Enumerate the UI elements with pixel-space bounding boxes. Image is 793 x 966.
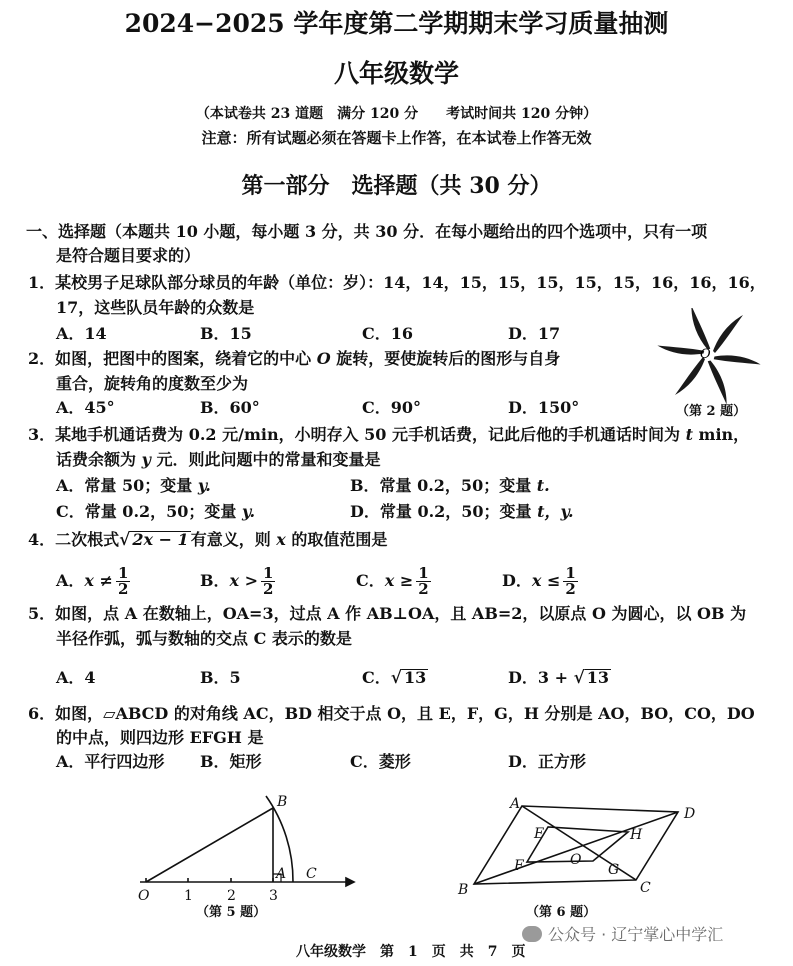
sqrt-sign: √: [119, 530, 131, 550]
label-h: H: [630, 827, 643, 843]
q1-option-c: C．16: [362, 324, 414, 343]
label-g: G: [608, 862, 620, 878]
q4-option-c: [356, 562, 431, 600]
q4-text-pre: 4．二次根式: [28, 530, 120, 549]
q4-stem: [28, 530, 387, 550]
q5-option-b: B．5: [200, 668, 241, 687]
q3-var-y: y: [141, 450, 151, 469]
q5-d-label: D．3 +: [508, 668, 574, 687]
segment-ob: [146, 808, 273, 882]
q3-d-text: D．常量 0.2，50；变量: [350, 502, 538, 521]
q1-stem-line1: 1．某校男子足球队部分球员的年龄（单位：岁）：14，14，15，15，15，15，15，16，16，16，: [28, 273, 766, 292]
q2-pinwheel-figure: [648, 308, 770, 408]
q4-d-label: D．: [502, 571, 532, 590]
label-d: D: [684, 806, 696, 822]
q6-fig-caption: （第 6 题）: [526, 905, 597, 920]
watermark: [522, 922, 723, 945]
q3-stem-line2: [56, 450, 380, 470]
q2-stem-line2: 重合，旋转角的度数至少为: [56, 374, 249, 393]
exam-info: （本试卷共 23 道题 满分 120 分 考试时间共 120 分钟）: [195, 106, 598, 122]
label-o: O: [570, 852, 582, 868]
q4-c-den: 2: [418, 580, 429, 598]
label-c: C: [640, 880, 651, 896]
q2-text-b: 旋转，要使旋转后的图形与自身: [330, 349, 561, 368]
q5-figure: [130, 786, 360, 904]
q3-option-c: [56, 502, 255, 522]
q2-option-a: A．45°: [56, 398, 115, 417]
label-o: O: [138, 888, 150, 904]
watermark-text: 公众号 · 辽宁掌心中学汇: [548, 925, 724, 944]
sqrt-sign: √: [390, 668, 402, 688]
q2-var-o: O: [316, 349, 331, 368]
q4-c-fraction: [416, 566, 430, 597]
q3-text-c: 话费余额为: [56, 450, 142, 469]
label-a: A: [510, 796, 521, 812]
q2-option-b: B．60°: [200, 398, 260, 417]
page-footer: 八年级数学 第 1 页 共 7 页: [296, 944, 526, 960]
q4-b-num: 1: [263, 564, 274, 582]
q4-b-fraction: [261, 566, 275, 597]
q4-text-a: 有意义，则: [190, 530, 277, 549]
q5-c-radicand: 13: [403, 668, 427, 687]
q1-option-d: D．17: [508, 324, 561, 343]
label-c: C: [306, 866, 317, 882]
q5-c-label: C．: [362, 668, 391, 687]
q4-d-den: 2: [565, 580, 576, 598]
tick-label-3: 3: [269, 888, 278, 904]
blade-1: [713, 315, 743, 353]
q4-option-b: [200, 562, 275, 600]
q3-a-var: y.: [197, 476, 211, 495]
q4-c-num: 1: [418, 564, 429, 582]
sqrt-sign: √: [573, 668, 585, 688]
q5-stem-line2: 半径作弧，弧与数轴的交点 C 表示的数是: [56, 629, 352, 648]
q5-d-radicand: 13: [586, 668, 610, 687]
q1-option-b: B．15: [200, 324, 252, 343]
q2-text-a: 2．如图，把图中的图案，绕着它的中心: [28, 349, 317, 368]
q6-figure: [448, 792, 718, 908]
parallelogram-abcd: [474, 806, 678, 884]
q6-stem-line2: 的中点，则四边形 EFGH 是: [56, 728, 264, 747]
q4-b-label: B．: [200, 571, 230, 590]
part-title: 第一部分 选择题（共 30 分）: [241, 173, 552, 199]
q4-d-expr: x ≤: [531, 571, 561, 590]
q6-option-c: C．菱形: [350, 752, 411, 771]
q3-var-t: t: [685, 425, 693, 444]
section-instruction-line1: 一、选择题（本题共 10 小题，每小题 3 分，共 30 分．在每小题给出的四个选项中，只有一项: [26, 222, 708, 241]
q3-d-var: t，y.: [537, 502, 574, 521]
q3-text-a: 3．某地手机通话费为 0.2 元/min，小明存入 50 元手机话费，记此后他的手机通话时间为: [28, 425, 686, 444]
q2-stem-line1: [28, 349, 560, 369]
q2-option-d: D．150°: [508, 398, 580, 417]
label-e: E: [534, 826, 545, 842]
subject-title: 八年级数学: [333, 59, 459, 88]
q1-stem-line2: 17，这些队员年龄的众数是: [56, 298, 255, 317]
q2-option-c: C．90°: [362, 398, 422, 417]
q3-option-a: [56, 476, 211, 496]
q5-option-c: [362, 668, 428, 688]
tick-label-1: 1: [184, 888, 193, 904]
q4-b-den: 2: [263, 580, 274, 598]
q3-option-b: [350, 476, 550, 496]
q5-fig-caption: （第 5 题）: [196, 905, 267, 920]
label-b: B: [277, 794, 288, 810]
q6-option-d: D．正方形: [508, 752, 586, 771]
q4-var-x: x: [276, 530, 286, 549]
q1-option-a: A．14: [56, 324, 107, 343]
q3-a-text: A．常量 50；变量: [56, 476, 198, 495]
q6-option-b: B．矩形: [200, 752, 262, 771]
q3-option-d: [350, 502, 574, 522]
q4-d-num: 1: [565, 564, 576, 582]
label-b: B: [458, 882, 469, 898]
q4-radicand: 2x − 1: [132, 530, 189, 549]
q4-a-label: A．: [56, 571, 85, 590]
diagonal-bd: [474, 812, 678, 884]
q3-text-d: 元．则此问题中的常量和变量是: [150, 450, 381, 469]
exam-notice: 注意：所有试题必须在答题卡上作答，在本试卷上作答无效: [201, 129, 592, 147]
q4-option-d: [502, 562, 578, 600]
q2-fig-label-o: O: [700, 347, 711, 362]
q3-c-var: y.: [241, 502, 256, 521]
q5-option-a: A．4: [56, 668, 96, 687]
q4-text-b: 的取值范围是: [285, 530, 388, 549]
q4-a-num: 1: [117, 564, 129, 582]
blade-4: [675, 357, 705, 395]
q4-a-den: 2: [117, 580, 129, 598]
q4-c-label: C．: [356, 571, 385, 590]
number-line-arrow-icon: [346, 878, 354, 886]
q3-b-var: t.: [536, 476, 550, 495]
label-a: A: [276, 866, 287, 882]
q4-b-expr: x >: [229, 571, 259, 590]
q4-c-expr: x ≥: [384, 571, 414, 590]
q4-d-fraction: [563, 566, 577, 597]
q3-c-text: C．常量 0.2，50；变量: [56, 502, 242, 521]
q2-fig-caption: （第 2 题）: [676, 404, 747, 419]
section-instruction-line2: 是符合题目要求的）: [56, 246, 201, 265]
q6-stem-line1: 6．如图，▱ABCD 的对角线 AC，BD 相交于点 O，且 E，F，G，H 分别是 AO，BO，CO，DO: [28, 704, 755, 723]
wechat-icon: [522, 926, 542, 942]
q3-b-text: B．常量 0.2，50；变量: [350, 476, 537, 495]
q5-stem-line1: 5．如图，点 A 在数轴上，OA=3，过点 A 作 AB⊥OA，且 AB=2，以原点 O 为圆心，以 OB 为: [28, 604, 747, 623]
q4-a-expr: x ≠: [84, 571, 113, 590]
tick-label-2: 2: [227, 888, 236, 904]
q6-option-a: A．平行四边形: [56, 752, 165, 771]
exam-title: 2024−2025 学年度第二学期期末学习质量抽测: [124, 9, 669, 38]
q3-stem-line1: [28, 425, 749, 445]
q3-text-b: min，: [692, 425, 750, 444]
q4-a-fraction: [116, 566, 130, 597]
label-f: F: [514, 858, 524, 874]
q4-option-a: [56, 562, 130, 600]
q5-option-d: [508, 668, 611, 688]
